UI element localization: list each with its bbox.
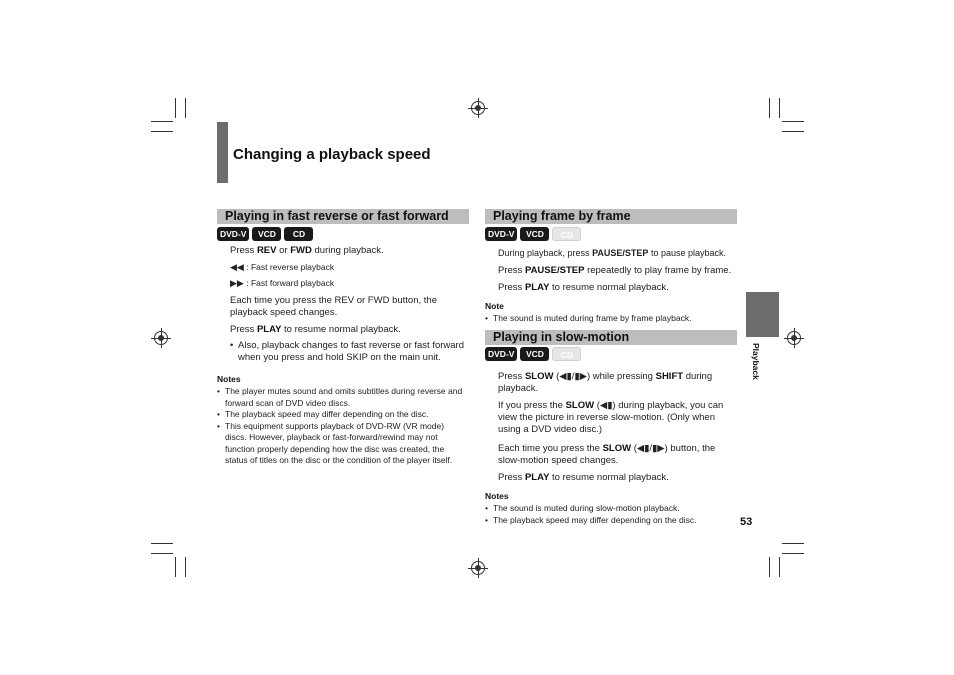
list-item: • The playback speed may differ depending on the disc. [485,515,735,527]
crop-mark [769,98,770,118]
notes-list [485,503,735,526]
note-heading: Note [485,301,504,311]
disc-badges [217,227,313,241]
resume-text: Press PLAY to resume normal playback. [230,324,401,335]
slow-buttons-icon: (◀▮/▮▶) [633,443,668,454]
frame-line-1: During playback, press PAUSE/STEP to pause playback. [498,248,726,258]
badge-vcd: VCD [252,227,281,241]
badge-cd: CD [552,347,581,361]
slow-reverse-icon: (◀▮) [596,400,616,411]
notes-heading: Notes [217,374,241,384]
title-bar [217,122,228,183]
list-item: • The sound is muted during frame by frame playback. [485,313,735,325]
list-item: • The player mutes sound and omits subtitles during reverse and forward scan of DVD video discs. [217,386,467,409]
rewind-icon: ◀◀ [230,262,244,272]
slow-para-2: If you press the SLOW (◀▮) during playback, you can view the picture in reverse slow-motion. (Only when using a DVD video disc.) [498,400,724,435]
registration-mark-icon [471,101,485,115]
registration-mark-icon [787,331,801,345]
section-heading-frame: Playing frame by frame [485,209,737,224]
notes-list [485,313,735,325]
fast-forward-icon: ▶▶ [230,278,244,288]
registration-mark-icon [154,331,168,345]
slow-para-1: Press SLOW (◀▮/▮▶) while pressing SHIFT during playback. [498,371,713,394]
section-heading-fast: Playing in fast reverse or fast forward [217,209,469,224]
frame-line-2: Press PAUSE/STEP repeatedly to play frame by frame. [498,265,732,276]
crop-mark [175,98,176,118]
crop-mark [151,543,173,544]
badge-dvd-v: DVD-V [485,227,517,241]
also-note [230,340,472,364]
fast-forward-line: ▶▶ : Fast forward playback [230,278,335,288]
crop-mark [151,121,173,122]
chapter-label: Playback [751,343,761,380]
crop-mark [779,557,780,577]
crop-mark [151,553,173,554]
page-number: 53 [740,516,753,528]
list-item: • The sound is muted during slow-motion playback. [485,503,735,515]
crop-mark [782,121,804,122]
badge-dvd-v: DVD-V [217,227,249,241]
section-heading-slow: Playing in slow-motion [485,330,737,345]
badge-cd: CD [284,227,313,241]
registration-mark-icon [471,561,485,575]
notes-heading: Notes [485,491,509,501]
crop-mark [779,98,780,118]
crop-mark [769,557,770,577]
crop-mark [185,98,186,118]
slow-buttons-icon: (◀▮/▮▶) [556,371,591,382]
badge-vcd: VCD [520,227,549,241]
slow-para-4: Press PLAY to resume normal playback. [498,472,669,483]
disc-badges [485,347,581,361]
list-item: • Also, playback changes to fast reverse or fast forward when you press and hold SKIP on the main unit. [230,340,472,364]
badge-dvd-v: DVD-V [485,347,517,361]
slow-para-3: Each time you press the SLOW (◀▮/▮▶) button, the slow-motion speed changes. [498,443,716,466]
each-time-text: Each time you press the REV or FWD button, the playback speed changes. [230,295,437,318]
crop-mark [175,557,176,577]
list-item: • This equipment supports playback of DVD-RW (VR mode) discs. However, playback or fast-forward/rewind may not function properly depending how the disc was created, the status of titles on the disc or the condition of the player itself. [217,421,467,467]
chapter-tab [746,292,779,337]
press-rev-fwd: Press REV or FWD during playback. [230,245,384,256]
frame-line-3: Press PLAY to resume normal playback. [498,282,669,293]
badge-cd: CD [552,227,581,241]
page-title: Changing a playback speed [233,146,431,163]
crop-mark [185,557,186,577]
list-item: • The playback speed may differ depending on the disc. [217,409,467,421]
crop-mark [151,131,173,132]
crop-mark [782,131,804,132]
crop-mark [782,553,804,554]
badge-vcd: VCD [520,347,549,361]
notes-list [217,386,467,467]
fast-reverse-line: ◀◀ : Fast reverse playback [230,262,335,272]
crop-mark [782,543,804,544]
disc-badges [485,227,581,241]
